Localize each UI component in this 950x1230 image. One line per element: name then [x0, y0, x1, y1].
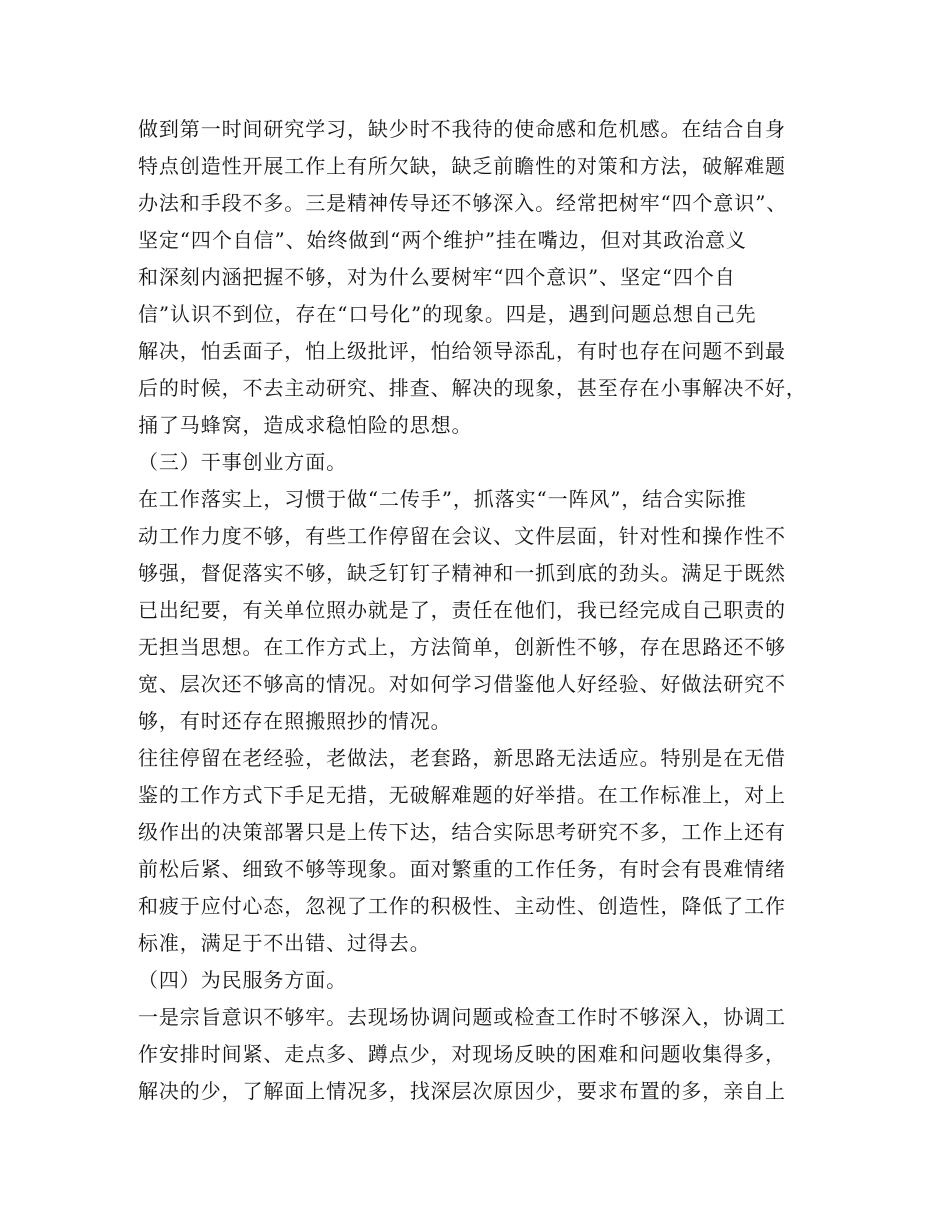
text-line: 一是宗旨意识不够牢。去现场协调问题或检查工作时不够深入，协调工 — [138, 1005, 786, 1029]
text-line: 前松后紧、细致不够等现象。面对繁重的工作任务，有时会有畏难情绪 — [138, 857, 786, 881]
text-line: 特点创造性开展工作上有所欠缺，缺乏前瞻性的对策和方法，破解难题 — [138, 154, 786, 178]
text-line: 级作出的决策部署只是上传下达，结合实际思考研究不多，工作上还有 — [138, 820, 786, 844]
text-line: 标准，满足于不出错、过得去。 — [138, 931, 431, 955]
text-line: 作安排时间紧、走点多、蹲点少，对现场反映的困难和问题收集得多， — [138, 1042, 786, 1066]
text-line: 和疲于应付心态，忽视了工作的积极性、主动性、创造性，降低了工作 — [138, 894, 786, 918]
text-line: 解决，怕丢面子，怕上级批评，怕给领导添乱，有时也存在问题不到最 — [138, 339, 786, 363]
text-line: 无担当思想。在工作方式上，方法简单，创新性不够，存在思路还不够 — [138, 635, 786, 659]
section-heading-four: （四）为民服务方面。 — [138, 968, 347, 992]
text-line: 解决的少，了解面上情况多，找深层次原因少，要求布置的多，亲自上 — [138, 1079, 786, 1103]
text-line: 够，有时还存在照搬照抄的情况。 — [138, 709, 452, 733]
section-heading-three: （三）干事创业方面。 — [138, 450, 347, 474]
text-line: 坚定“四个自信”、始终做到“两个维护”挂在嘴边，但对其政治意义 — [138, 228, 747, 252]
text-line: 在工作落实上，习惯于做“二传手”，抓落实“一阵风”，结合实际推 — [138, 487, 747, 511]
text-line: 信”认识不到位，存在“口号化”的现象。四是，遇到问题总想自己先 — [138, 302, 757, 326]
document-body — [138, 111, 828, 1110]
text-line: 捅了马蜂窝，造成求稳怕险的思想。 — [138, 413, 473, 437]
text-line: 后的时候，不去主动研究、排查、解决的现象，甚至存在小事解决不好， — [138, 376, 807, 400]
text-line: 鉴的工作方式下手足无措，无破解难题的好举措。在工作标准上，对上 — [138, 783, 786, 807]
text-line: 往往停留在老经验，老做法，老套路，新思路无法适应。特别是在无借 — [138, 746, 786, 770]
text-line: 宽、层次还不够高的情况。对如何学习借鉴他人好经验、好做法研究不 — [138, 672, 786, 696]
text-line: 办法和手段不多。三是精神传导还不够深入。经常把树牢“四个意识”、 — [138, 191, 788, 215]
text-line: 做到第一时间研究学习，缺少时不我待的使命感和危机感。在结合自身 — [138, 117, 786, 141]
text-line: 动工作力度不够，有些工作停留在会议、文件层面，针对性和操作性不 — [138, 524, 786, 548]
text-line: 已出纪要，有关单位照办就是了，责任在他们，我已经完成自己职责的 — [138, 598, 786, 622]
text-line: 和深刻内涵把握不够，对为什么要树牢“四个意识”、坚定“四个自 — [138, 265, 736, 289]
text-line: 够强，督促落实不够，缺乏钉钉子精神和一抓到底的劲头。满足于既然 — [138, 561, 786, 585]
